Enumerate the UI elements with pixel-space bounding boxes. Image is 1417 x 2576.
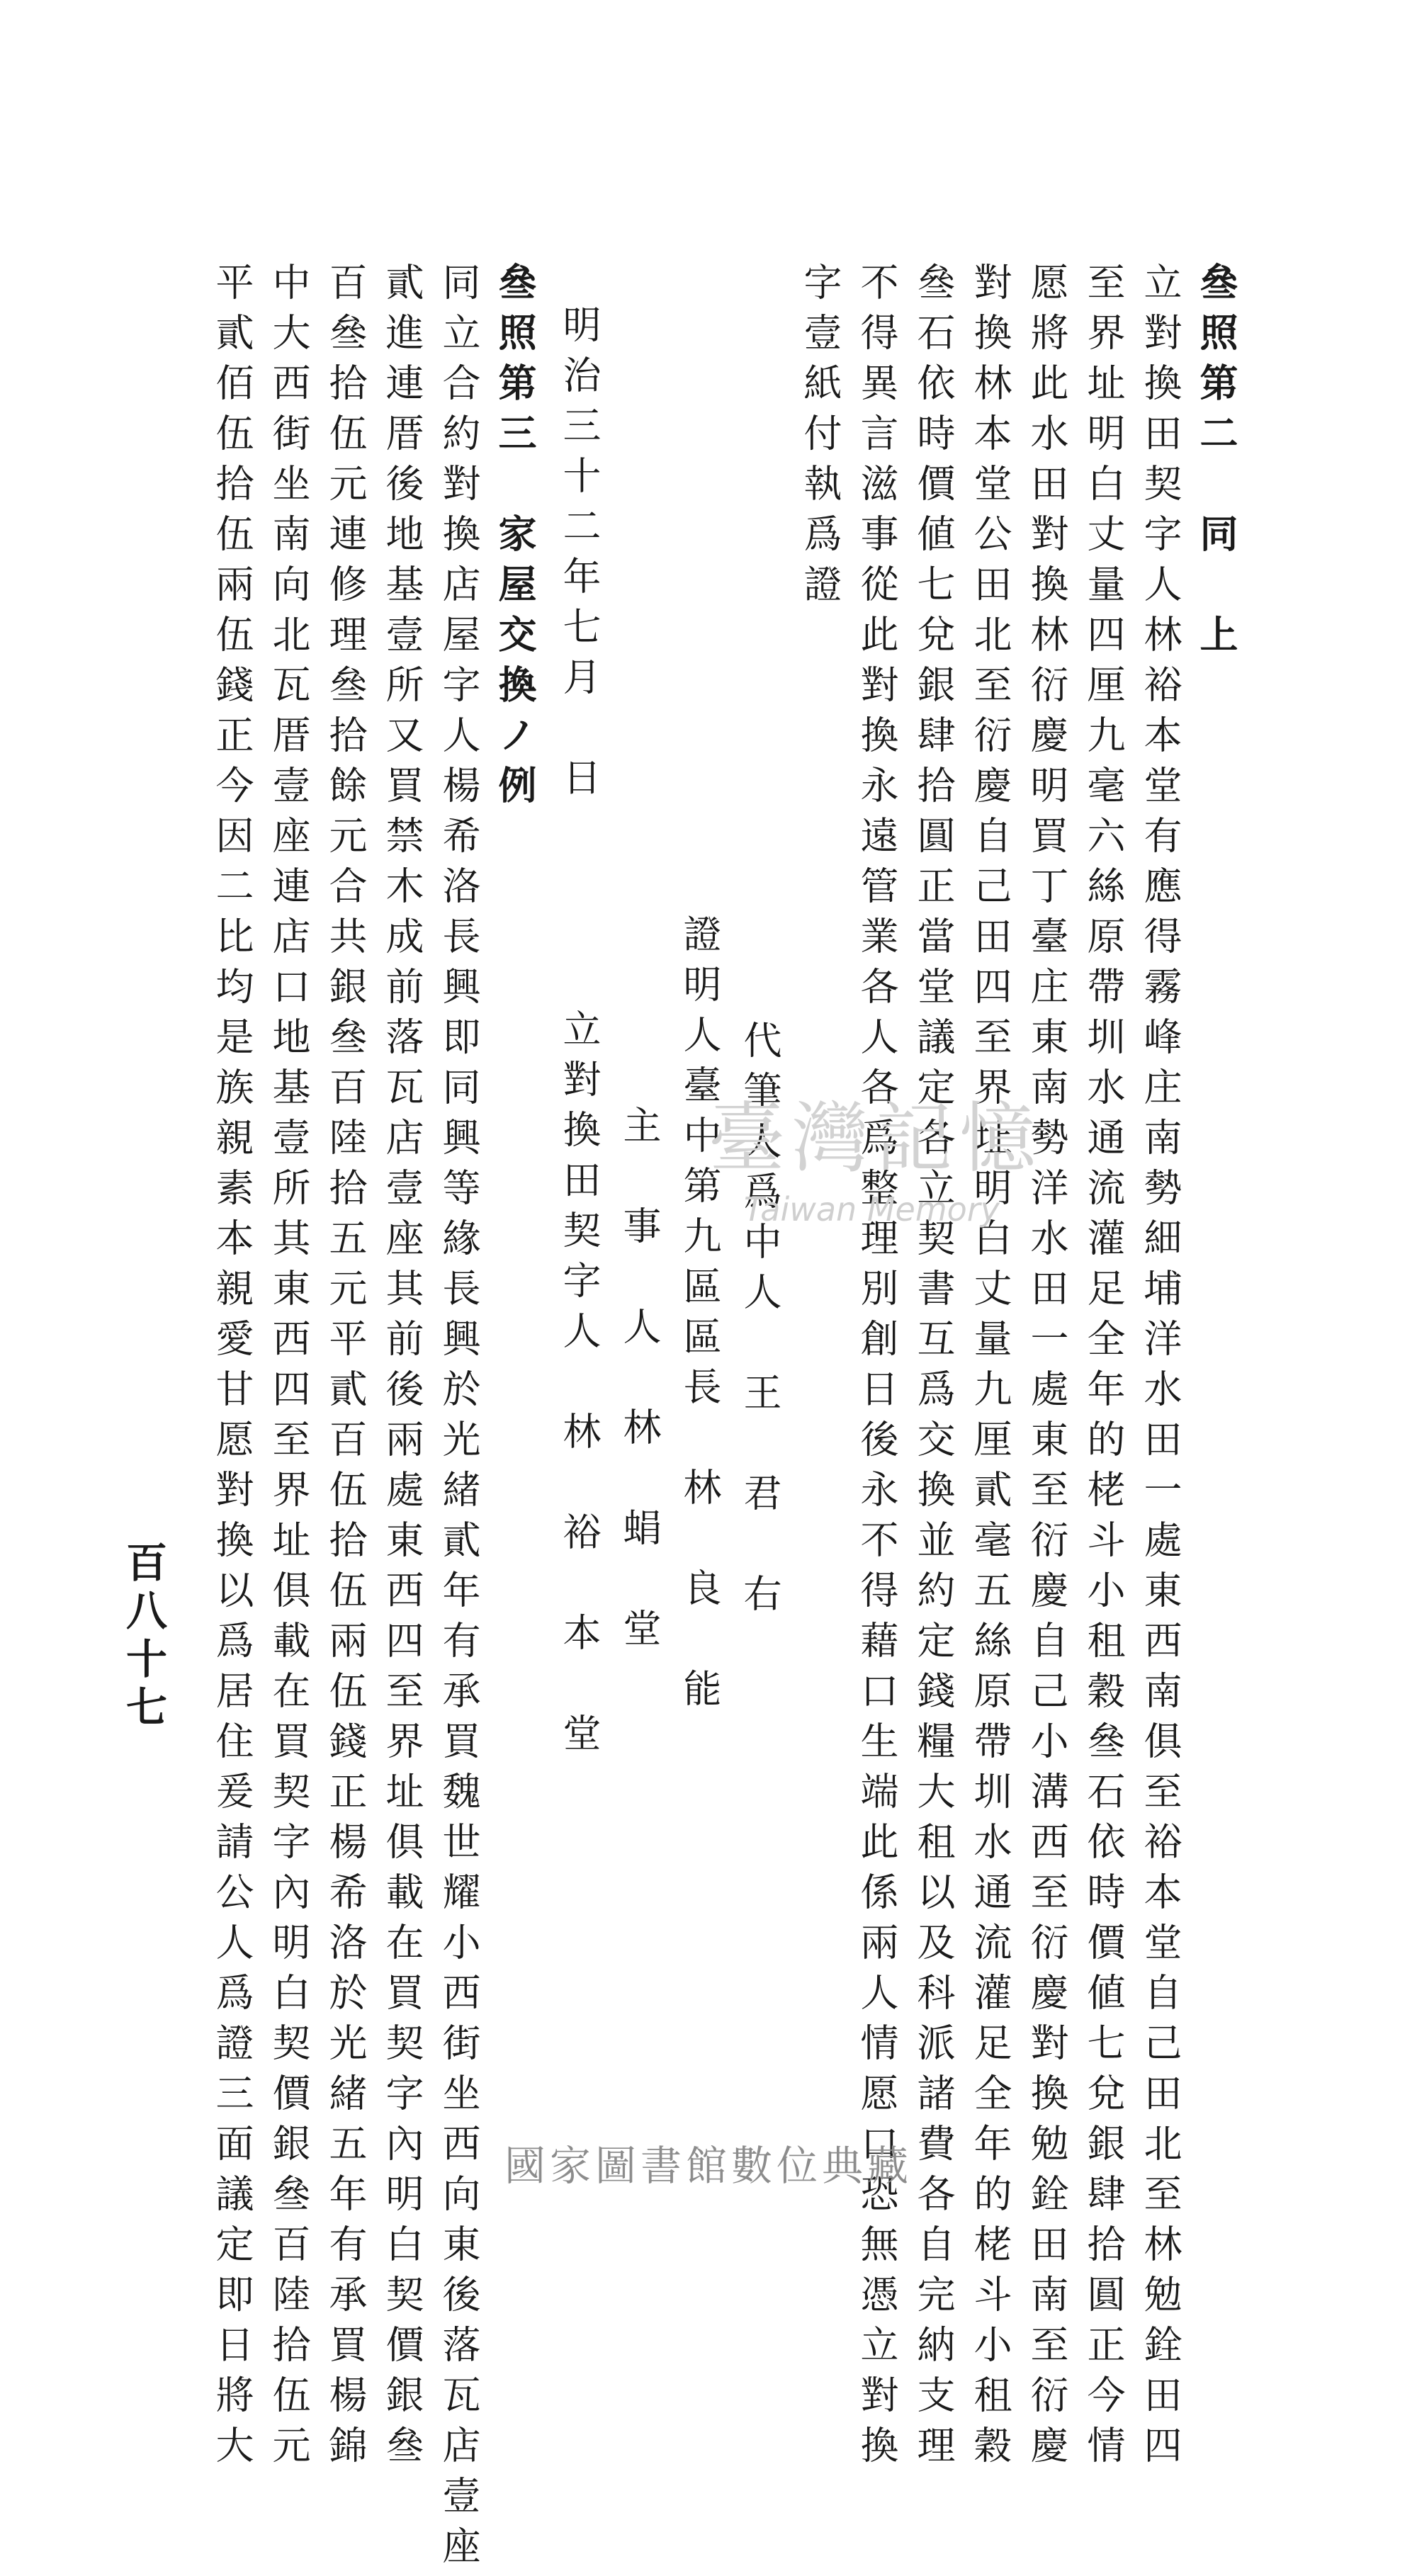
text-column: 不得異言滋事從此對換永遠管業各人各爲整理別創日後永不得藉口生端此係兩人情愿口恐無憑立對換 (854, 262, 899, 2475)
scribe-signature: 代筆人爲中人 王 君 右 (738, 1020, 782, 1624)
footer-caption: 國家圖書館數位典藏 (504, 2142, 913, 2190)
text-column: 中大西街坐南向北瓦厝壹座連店口地基壹所其東西四至界址俱載在買契字內明白契價銀叄百陸拾伍元 (266, 262, 311, 2475)
date-signature-line: 明治三十二年七月 日 立對換田契字人 林 裕 本 堂 (557, 305, 602, 1763)
text-column: 至界址明白丈量四厘九毫六絲原帶圳水通流灌足全年的栳斗小租穀叄石依時價値七兌銀肆拾圓正今情 (1081, 262, 1126, 2475)
heading-reference-3: 叄照第三 家屋交換ノ例 (492, 262, 538, 815)
witness-signature: 證明人臺中第九區區長 林 良 能 (677, 914, 722, 1719)
watermark: 臺灣記憶 (708, 1095, 1044, 1183)
text-column: 愿將此水田對換林衍慶明買丁臺庄東南勢洋水田一處東至衍慶自己小溝西至衍慶對換勉銓田南至衍慶 (1024, 262, 1069, 2475)
page-number: 百八十七 (119, 1541, 167, 1734)
text-column: 百叄拾伍元連修理叄拾餘元合共銀叄百陸拾五元平貳百伍拾伍兩伍錢正楊希洛於光緒五年有承買楊錦 (323, 262, 368, 2475)
officer-signature: 主 事 人 林 蜎 堂 (617, 1105, 662, 1659)
watermark-subtitle: Taiwan Memory (744, 1190, 1000, 1228)
text-column: 同立合約對換店屋字人楊希洛長興即同興等緣長興於光緒貳年有承買魏世耀小西街坐西向東後落瓦店壹座 (436, 262, 481, 2576)
heading-reference-2: 叄照第二 同 上 (1194, 262, 1239, 665)
text-column: 貳進連厝後地基壹所又買禁木成前落瓦店壹座其前後兩處東西四至界址俱載在買契字內明白契價銀叄 (380, 262, 424, 2475)
text-column: 立對換田契字人林裕本堂有應得霧峰庄南勢細埔洋水田一處東西南俱至裕本堂自己田北至林勉銓田四 (1138, 262, 1182, 2475)
text-column: 對換林本堂公田北至衍慶自己田四至界址明白丈量九厘貳毫五絲原帶圳水通流灌足全年的栳斗小租穀 (968, 262, 1012, 2475)
text-column: 叄石依時價値七兌銀肆拾圓正當堂議定各立契書互爲交換並約定錢糧大租以及科派諸費各自完納支理 (911, 262, 956, 2475)
text-column: 平貳佰伍拾伍兩伍錢正今因二比均是族親素本親愛甘愿對換以爲居住爰請公人爲證三面議定即日將大 (210, 262, 254, 2475)
text-column: 字壹紙付執爲證 (798, 262, 842, 614)
